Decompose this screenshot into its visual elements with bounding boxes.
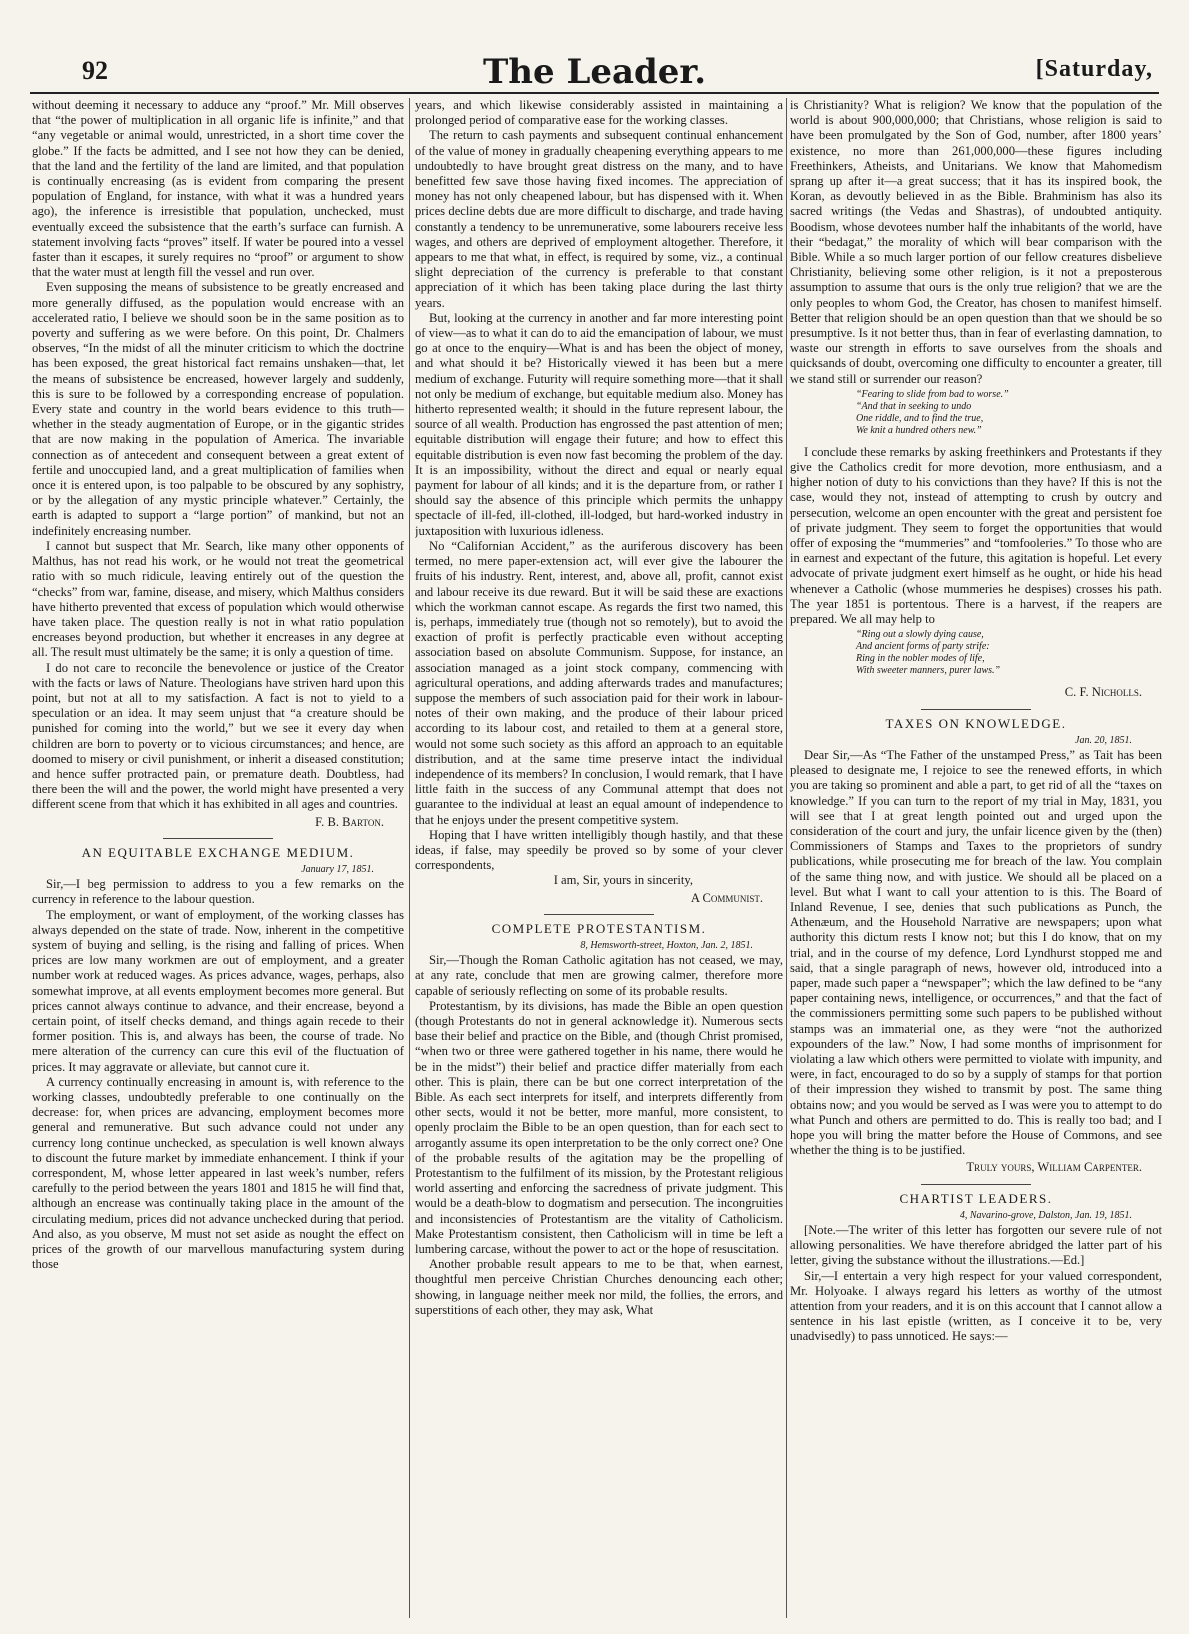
paragraph: The employment, or want of employment, of the working classes has always depended on the state of trade. Now, inherent in the competitive system of buying and selling, is the rising and falling of prices. When prices are low many workmen are out of employment, and a greater number work at reduced wages. As prices advance, wages, perhaps, also somewhat improve, at all events employment becomes more general. But prices cannot always continue to advance, and their encrease, beyond a certain point, of itself checks demand, and things again recede to their former position. This is, and always has been, the course of trade. No mere alteration of the currency can cure this evil of the fluctuation of prices. It may aggravate or alleviate, but cannot cure it. [32, 907, 404, 1074]
editor-note: [Note.—The writer of this letter has forgotten our severe rule of not allowing personalities. We have therefore abridged the latter part of his letter, giving the substance without the illustrations.—Ed.] [790, 1223, 1162, 1268]
verse-line: One riddle, and to find the true, [856, 412, 984, 424]
paragraph: No “Californian Accident,” as the auriferous discovery has been termed, no mere paper-extension act, will ever give the labourer the fruits of his industry. Rent, interest, and, above all, profit, cannot exist and labour receive its due reward. But it will be said these are exactions which the workman cannot escape. As regards the first two named, this is, perhaps, immediately true (though not so remotely), but to avoid the exaction of profit is perfectly practicable even without accepting association based on absolute Communism. Suppose, for instance, an association managed as a joint stock company, commencing with agricultural operations, and adding afterwards trades and manufactures; suppose the members of such association paid for their work in labour-notes of their own making, and the produce of their labour priced according to its labour cost, and retailed to them at a general store, would not some such society as this afford an approach to an equitable distribution, and at the same time preserve intact the individual independence of its members? In conclusion, I would remark, that I have little faith in the success of any Communal attempt that does not guarantee to the individual at least an equal amount of independence to that he enjoys under the present competitive system. [415, 538, 783, 827]
verse-line: “And that in seeking to undo [856, 400, 972, 412]
header-rule [30, 92, 1159, 94]
verse-line: We knit a hundred others new.” [856, 424, 982, 436]
article-heading: COMPLETE PROTESTANTISM. [491, 920, 707, 936]
paragraph: The return to cash payments and subsequent continual enhancement of the value of money in gradually cheapening everything appears to me undoubtedly to have brought great distress on the many, and to have benefitted few save those having fixed incomes. The appreciation of money has not only cheapened labour, but has dispensed with it. When prices decline debts due are more difficult to discharge, and trade having constantly a tendency to be unremunerative, some labourers receive less wages, and others are deprived of employment altogether. Therefore, it appears to me that what, in effect, is required by some, viz., a continual slight depreciation of the currency is preferable to that constant appreciation of it which has been taking place during the last thirty years. [415, 128, 783, 310]
paragraph: without deeming it necessary to adduce any “proof.” Mr. Mill observes that “the power of multiplication in all organic life is infinite,” and that “any vegetable or animal would, unrestricted, in a short time cover the globe.” If the facts be admitted, and I see not how they can be denied, that the land and the fertility of the land are limited, and that population is continually encreasing (as is evident from comparing the present population of England, for instance, with what it was a hundred years ago), the inference is irresistible that population, unchecked, must eventually exceed the subsistence that the earth’s surface can furnish. A statement involving facts “proves” itself. If water be poured into a vessel faster than it escapes, it surely requires no “proof” or argument to show that the water must at length fill the vessel and run over. [32, 98, 404, 280]
signature: C. F. Nicholls. [1064, 685, 1142, 700]
column-1 [32, 98, 404, 1618]
column-3 [790, 98, 1162, 1618]
paragraph: is Christianity? What is religion? We know that the population of the world is about 900,000,000; that Christians, whose religion is said to have been promulgated by the Son of God, number, after 1800 years’ existence, no more than 261,000,000—these figures including Freethinkers, Atheists, and Unitarians. We know that Mahomedism sprang up after it—a great success; that it has its inspired book, the Koran, as devoutly believed in as the Bible. Brahminism has also its sacred writings (the Vedas and Shastras), of undoubted antiquity. Boodism, whose devotees number half the inhabitants of the world, have their “bedagat,” the morality of which will bear comparison with the Bible. While a so much larger portion of our fellow creatures disbelieve Christianity, believing some other religion, is it not a preposterous assumption to assume that ours is the only true religion? that we are the only peoples to whom God, the Creator, has chosen to manifest himself. Better that religion should be an open question than that we should be so presumptive. Is it not better thus, than in fear of everlasting damnation, to waste our strength in efforts to save ourselves from the shoals and quicksands of doubt, overcoming one difficulty to encounter a greater, till we stand still or surrender our reason? [790, 98, 1162, 386]
column-divider [786, 98, 787, 1618]
paragraph: Protestantism, by its divisions, has made the Bible an open question (though Protestants do not in general acknowledge it). Numerous sects base their belief and practice on the Bible, and (though Christ promised, “when two or three were gathered together in his name, there would he be in the midst”) their belief and practice differ materially from each other. This is plain, there can be but one correct interpretation of the Bible. As each sect interprets for itself, and interprets differently from other sects, would it not be better, more manful, more consistent, to openly proclaim the Bible to be an open question, than for each sect to arrogantly assume its open interpretation to be the only correct one? One of the probable results of the agitation may be the propelling of Protestantism to the fulfilment of its mission, by the Protestant religious world asserting and enforcing the sacredness of private judgment. This would be a death-blow to dogmatism and persecution. The incongruities and inconsistencies of Protestantism are the vitality of Catholicism. Make Protestantism consistent, then Catholicism will in time be left a lumbering carcase, without the power to act or the hope of resuscitation. [415, 998, 783, 1257]
signature: A Communist. [690, 890, 763, 905]
paragraph: years, and which likewise considerably assisted in maintaining a prolonged period of comparative ease for the working classes. [415, 98, 783, 128]
dateline: 8, Hemsworth-street, Hoxton, Jan. 2, 1851. [580, 939, 753, 951]
divider [921, 709, 1031, 710]
paragraph: Sir,—I beg permission to address to you a few remarks on the currency in reference to the labour question. [32, 877, 404, 907]
paragraph: Even supposing the means of subsistence to be greatly encreased and more generally diffused, as the population would encrease with an accelerated ratio, I believe we should soon be in the same position as to poverty and suffering as we were before. On this point, Dr. Chalmers observes, “In the midst of all the minuter criticism to which the doctrine has been exposed, the great historical fact remains unshaken—that, let the means of subsistence be encreased, however largely and suddenly, this is sure to be followed by a corresponding encrease of population. Every state and country in the world bears evidence to this truth—whether in the steady augmentation of Europe, or in the gigantic strides that are now making in the population of America. The invariable connection as of antecedent and consequent between a great extent of fertile and unoccupied land, and a great multiplication of families when once it is entered upon, is too palpable to be obscured by any sophistry, or by the allegation of any mystic principle whatever.” Certainly, the earth is adapted to support a “large portion” of mankind, but not an indefinitely encreasing number. [32, 280, 404, 538]
paragraph: Hoping that I have written intelligibly though hastily, and that these ideas, if false, may speedily be proved so by some of your clever correspondents, [415, 827, 783, 873]
masthead [28, 52, 1161, 96]
paragraph: I do not care to reconcile the benevolence or justice of the Creator with the facts or laws of Nature. Theologians have striven hard upon this point, but not at all to my satisfaction. A fact is not to yield to a speculation or an idea. It may seem unjust that “a creature should be punished for coming into the world,” but we see it every day when children are born to poverty or to vicious circumstances; and hence, are doomed to misery or civil punishment, or inherit a diseased constitution; and hence suffer protracted pain, or premature death. Doubtless, had there been the will and the power, the world might have presented a very different scene from that which it has exhibited in all ages and countries. [32, 660, 404, 812]
verse-line: With sweeter manners, purer laws.” [856, 665, 1001, 677]
verse-quote [856, 629, 1162, 677]
paragraph: Dear Sir,—As “The Father of the unstamped Press,” as Tait has been pleased to designate me, I rejoice to see the renewed efforts, in which you are taking so prominent and able a part, to get rid of all the “taxes on knowledge.” If you can turn to the report of my trial in May, 1831, you will see that I at great length pointed out and urged upon the consideration of the court and jury, the unfair licence given by the (then) Commissioners of Stamps and Taxes to the proprietors of sundry publications, while prosecuting me for breach of the law. You complain of the same thing now, and with justice. We should all be placed on a level. But what I want to call your attention to is this. The Board of Inland Revenue, I see, denies that such publications as Punch, the Athenæum, and the Household Narrative are newspapers; upon what authority this dictum rests I know not; but this I do know, that on my trial, and in the course of my defence, Lord Lyndhurst stopped me and said, that a single paragraph of news, however old, introduced into a paper, made such paper a “newspaper”; which the law defined to be “any paper containing news, intelligence, or occurrences,” and that the fact of the commissioners permitting some such papers to be published without stamps was an immaterial one, as they were “not the authorized expounders of the law.” Now, I had some months of imprisonment for violating a law which others were permitted to violate with impunity, and were, in fact, encouraged to do so by a supply of stamps for that portion of their impression they wished to transmit by post. The same thing obtains now; and you would be served as I was were you to attempt to do what Punch and others are permitted to do. This is really too bad; and I hope you will bring the matter before the House of Commons, and see whether the thing is to be justified. [790, 747, 1162, 1158]
verse-line: “Ring out a slowly dying cause, [856, 629, 984, 641]
signature: Truly yours, William Carpenter. [966, 1160, 1142, 1175]
verse-quote [856, 389, 1162, 437]
paragraph: Sir,—I entertain a very high respect for your valued correspondent, Mr. Holyoake. I always regard his letters as worthy of the utmost attention from your readers, and it is on this account that I cannot allow a sentence in his last epistle (written, as I conceive it to be, very unadvisedly) to pass unnoticed. He says:— [790, 1268, 1162, 1344]
issue-day: [Saturday, [1035, 56, 1153, 82]
divider [163, 838, 273, 839]
paragraph: A currency continually encreasing in amount is, with reference to the working classes, undoubtedly preferable to one continually on the decrease: for, when prices are advancing, employment becomes more general and remunerative. But such advance could not under any currency long continue unchecked, as speculation is well known always to discount the future market by immediate enhancement. I think if your correspondent, M, whose letter appeared in last week’s number, refers carefully to the period between the years 1801 and 1815 he will find that, although an encrease was continually taking place in the amount of the circulating medium, prices did not advance unchecked during that period. And also, as you observe, M must not set aside as nought the effect on prices of the growth of our marvellous manufacturing system during those [32, 1074, 404, 1272]
verse-line: Ring in the nobler modes of life, [856, 653, 985, 665]
divider [921, 1184, 1031, 1185]
article-heading: CHARTIST LEADERS. [899, 1190, 1053, 1206]
page-number: 92 [82, 56, 108, 85]
verse-line: And ancient forms of party strife: [856, 641, 990, 653]
paragraph: But, looking at the currency in another and far more interesting point of view—as to what it can do to aid the emancipation of labour, we must go at once to the enquiry—What is and has been the object of money, and what should it be? Historically viewed it has been but a mere medium of exchange. Futurity will require something more—that it shall not only be medium of exchange, but equitable medium also. Money has hitherto represented wealth; it should in the future represent labour, the source of all wealth. Production has engrossed the past attention of men; equitable distribution will engage their future; and how to effect this equitable distribution is even now fast becoming the problem of the day. It is an impossibility, without the direct and equal or nearly equal payment for labour of all kinds; and it is the departure from, or rather I should say the absence of this principle which permits the unhappy spectacle of ill-fed, ill-clothed, ill-lodged, but hard-worked industry in juxtaposition with luxurious idleness. [415, 310, 783, 538]
verse-line: “Fearing to slide from bad to worse.” [856, 388, 1009, 400]
paragraph: I conclude these remarks by asking freethinkers and Protestants if they give the Catholics credit for more devotion, more enthusiasm, and a higher notion of duty to his convictions than they have? If this is not the case, would they not, instead of attempting to crush by outcry and persecution, welcome an open encounter with the great and persistent foe of private judgment. They seem to forget the opportunities that would offer of exposing the “mummeries” and “tomfooleries.” To those who are in earnest and expectant of the future, this agitation is hopeful. Let every advocate of private judgment exert himself as he ought, or hide his head whenever a Catholic (whose mummeries he despises) crosses his path. The year 1851 is portentous. There is a harvest, if the reapers are prepared. We all may help to [790, 444, 1162, 627]
column-divider [409, 98, 410, 1618]
article-heading: TAXES ON KNOWLEDGE. [885, 715, 1067, 731]
paragraph: Sir,—Though the Roman Catholic agitation has not ceased, we may, at any rate, conclude that men are growing calmer, therefore more capable of seriously reflecting on some of its probable results. [415, 953, 783, 998]
divider [544, 914, 654, 915]
paragraph: I cannot but suspect that Mr. Search, like many other opponents of Malthus, has not read his work, or he would not treat the geometrical ratio with so much ridicule, leaving entirely out of the question the “checks” from war, famine, disease, and misery, which Malthus considers have hitherto prevented that excess of population which would otherwise have taken place. The question really is not in what ratio population encreases beyond production, but whether it encreases in any degree at all. The result must ultimately be the same; it is only a question of time. [32, 538, 404, 660]
dateline: 4, Navarino-grove, Dalston, Jan. 19, 1851. [959, 1209, 1132, 1221]
letter-closing: I am, Sir, yours in sincerity, [553, 873, 693, 888]
dateline: January 17, 1851. [301, 863, 374, 875]
article-heading: AN EQUITABLE EXCHANGE MEDIUM. [81, 844, 355, 860]
newspaper-title: The Leader. [482, 52, 707, 92]
paragraph: Another probable result appears to me to be that, when earnest, thoughtful men perceive Christian Churches denouncing each other; showing, in language neither meek nor mild, the follies, the errors, and superstitions of each other, they may ask, What [415, 1257, 783, 1317]
signature: F. B. Barton. [315, 814, 384, 829]
dateline: Jan. 20, 1851. [1075, 734, 1132, 746]
column-2 [415, 98, 783, 1618]
